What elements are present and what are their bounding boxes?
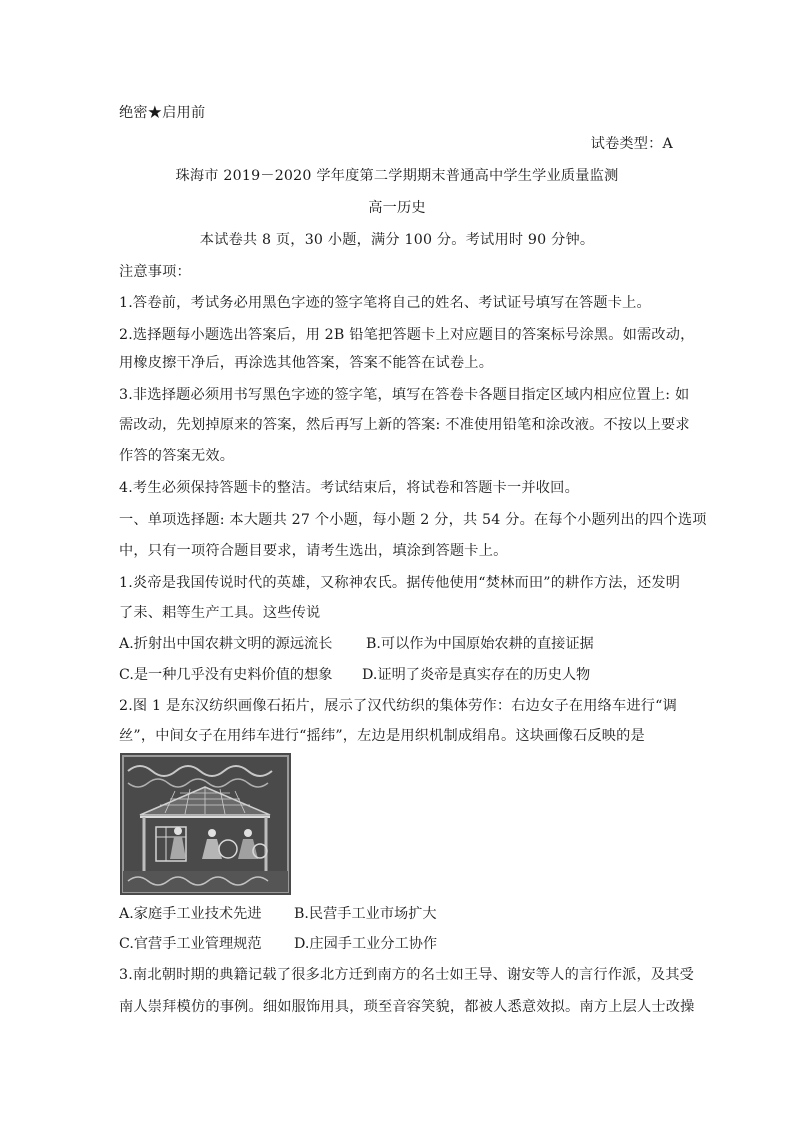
exam-info: 本试卷共 8 页，30 小题，满分 100 分。考试用时 90 分钟。	[199, 232, 595, 248]
note-line: 需改动，先划掉原来的答案，然后再写上新的答案: 不准使用铅笔和涂改液。不按以上要求	[119, 417, 690, 433]
question-3-stem: 南人崇拜模仿的事例。细如服饰用具，琐至音容笑貌，都被人悉意效拟。南方上层人士改操	[119, 999, 695, 1015]
question-2-stem: 2.图 1 是东汉纺织画像石拓片，展示了汉代纺织的集体劳作：右边女子在用络车进行“调	[119, 698, 677, 714]
han-textile-stone-rubbing-image	[120, 753, 291, 895]
note-line: 用橡皮擦干净后，再涂选其他答案，答案不能答在试卷上。	[119, 355, 494, 371]
exam-title: 珠海市 2019－2020 学年度第二学期期末普通高中学生学业质量监测	[175, 168, 619, 184]
paper-type: 试卷类型：A	[590, 136, 673, 152]
notes-heading: 注意事项：	[119, 264, 191, 280]
section-heading: 一、单项选择题: 本大题共 27 个小题，每小题 2 分，共 54 分。在每个小题列出的四个选项	[119, 512, 707, 528]
q2-option-d: D.庄园手工业分工协作	[294, 936, 438, 952]
note-line: 1.答卷前，考试务必用黑色字迹的签字笔将自己的姓名、考试证号填写在答题卡上。	[119, 295, 651, 311]
note-line: 4.考生必须保持答题卡的整洁。考试结束后，将试卷和答题卡一并收回。	[119, 480, 579, 496]
q2-option-a: A.家庭手工业技术先进	[119, 906, 262, 922]
question-1-stem: 了耒、耜等生产工具。这些传说	[119, 605, 321, 621]
q1-option-d: D.证明了炎帝是真实存在的历史人物	[362, 667, 591, 683]
note-line: 2.选择题每小题选出答案后，用 2B 铅笔把答题卡上对应题目的答案标号涂黑。如需改动，	[119, 327, 695, 343]
q1-option-b: B.可以作为中国原始农耕的直接证据	[366, 636, 594, 652]
section-heading: 中，只有一项符合题目要求，请考生选出，填涂到答题卡上。	[119, 543, 508, 559]
q1-option-a: A.折射出中国农耕文明的源远流长	[119, 636, 333, 652]
question-1-stem: 1.炎帝是我国传说时代的英雄，又称神农氏。据传他使用“焚林而田”的耕作方法，还发明	[119, 575, 681, 591]
question-2-stem: 丝”，中间女子在用纬车进行“摇纬”，左边是用织机制成绢帛。这块画像石反映的是	[119, 728, 645, 744]
q2-option-c: C.官营手工业管理规范	[119, 936, 262, 952]
note-line: 3.非选择题必须用书写黑色字迹的签字笔，填写在答卷卡各题目指定区域内相应位置上: 如	[119, 387, 690, 403]
question-3-stem: 3.南北朝时期的典籍记载了很多北方迁到南方的名士如王导、谢安等人的言行作派，及其受	[119, 967, 695, 983]
note-line: 作答的答案无效。	[119, 448, 235, 464]
q2-option-b: B.民营手工业市场扩大	[294, 906, 437, 922]
q1-option-c: C.是一种几乎没有史料价值的想象	[119, 667, 333, 683]
subject-title: 高一历史	[368, 200, 426, 216]
secret-label: 绝密★启用前	[119, 105, 206, 121]
